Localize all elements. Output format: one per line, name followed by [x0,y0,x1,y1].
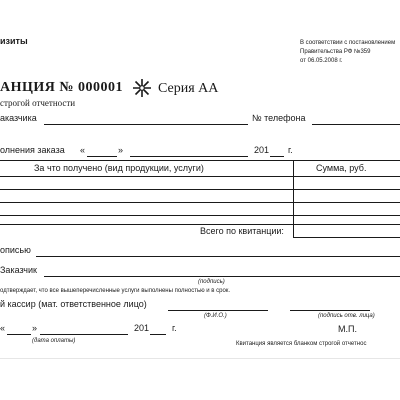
payment-quote-open: « [0,323,6,333]
order-day-field[interactable] [87,156,117,157]
receipt-title: АНЦИЯ № 000001 [0,80,123,95]
customer-sign-field[interactable] [44,276,400,277]
table-row-line[interactable] [0,202,400,203]
legal-note-line-3: от 06.05.2008 г. [300,58,343,64]
table-row-line[interactable] [0,189,400,190]
legal-note-line-1: В соответствии с постановлением [300,40,396,46]
table-top-border [0,160,400,161]
order-year-prefix: 201 [254,145,270,155]
stamp-place: М.П. [338,324,357,334]
in-words-field[interactable] [36,256,400,257]
table-total-field[interactable] [293,237,400,238]
cashier-sign-field[interactable] [290,310,370,311]
payment-quote-close: » [32,323,38,333]
order-year-suffix: г. [288,145,293,155]
table-header-sum: Сумма, руб. [316,163,367,173]
in-words-label: описью [0,245,31,255]
payment-year-field[interactable] [150,334,166,335]
confirm-text: одтверждает, что все вышеперечисленные услуги выполнены полностью и в срок. [0,288,231,294]
table-column-divider [293,160,294,237]
receipt-subtitle: строгой отчетности [0,98,76,108]
table-row-line[interactable] [0,215,400,216]
table-header-divider [0,176,400,177]
header-requisites: изиты [0,36,28,46]
cashier-label: й кассир (мат. ответственное лицо) [0,299,147,309]
cashier-fio-field[interactable] [168,310,268,311]
order-quote-close: » [118,145,124,155]
reflection-line [0,358,400,359]
customer-label: аказчика [0,113,37,123]
resp-sign-caption: (подпись отв. лица) [318,313,375,319]
order-quote-open: « [80,145,86,155]
payment-day-field[interactable] [7,334,31,335]
phone-label: № телефона [252,113,306,123]
payment-month-field[interactable] [40,334,128,335]
fio-caption: (Ф.И.О.) [204,313,227,319]
payment-year-prefix: 201 [134,323,150,333]
table-header-description: За что получено (вид продукции, услуги) [34,163,204,173]
footer-note: Квитанция является бланком строгой отчетнос [236,341,367,347]
table-total-label: Всего по квитанции: [200,226,284,236]
table-bottom-border [0,224,400,225]
payment-year-suffix: г. [172,323,177,333]
receipt-series: Серия АА [158,81,219,96]
legal-note-line-2: Правительства РФ №359 [300,49,371,55]
order-date-label: олнения заказа [0,145,65,155]
signature-caption: (подпись) [198,279,225,285]
order-month-field[interactable] [130,156,248,157]
star-logo-icon [132,78,152,98]
customer-field[interactable] [44,124,248,125]
customer-sign-label: Заказчик [0,265,37,275]
payment-date-caption: (дата оплаты) [32,338,76,344]
phone-field[interactable] [312,124,400,125]
order-year-field[interactable] [270,156,284,157]
